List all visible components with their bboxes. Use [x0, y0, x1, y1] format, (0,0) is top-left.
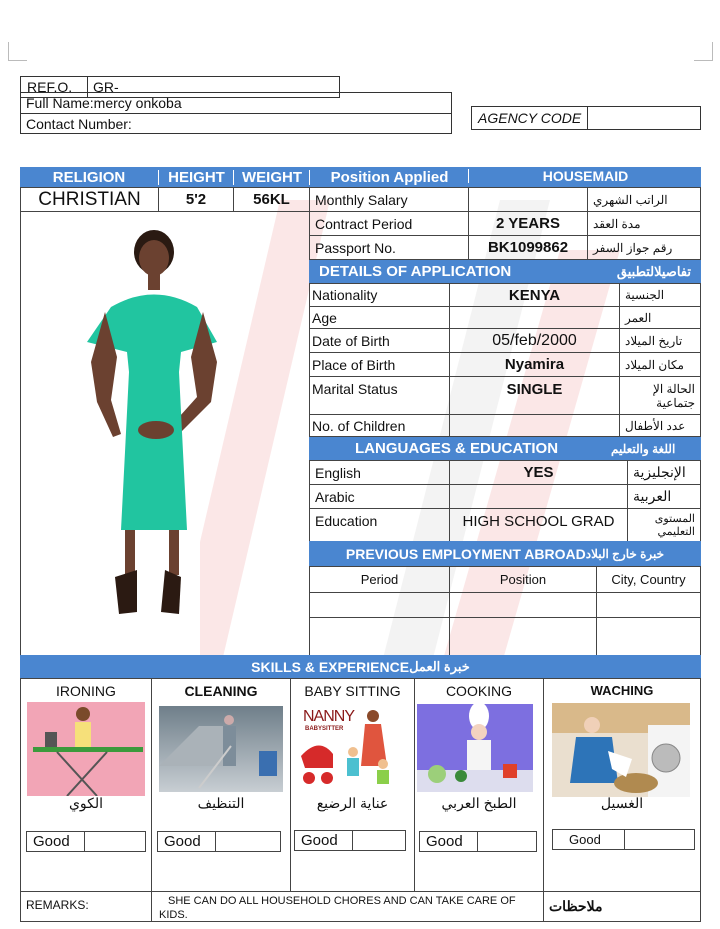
position-applied-value: HOUSEMAID [468, 169, 702, 183]
english-value: YES [449, 460, 628, 485]
languages-title-arabic: اللغة والتعليم [611, 441, 676, 456]
skill-grade-value: Good [295, 831, 353, 850]
employment-col-position: Position [449, 566, 597, 593]
place-of-birth-arabic: مكان الميلاد [619, 352, 701, 377]
skill-arabic: الكوي [68, 795, 104, 811]
photo-frame [20, 211, 310, 656]
weight-value: 56KL [233, 187, 310, 212]
remarks-text: SHE CAN DO ALL HOUSEHOLD CHORES AND CAN TAKE CARE OF KIDS. [151, 891, 544, 922]
nationality-arabic: الجنسية [619, 283, 701, 307]
skill-arabic: الطبخ العربي [441, 795, 517, 811]
education-label: Education [309, 508, 450, 542]
marital-status-label: Marital Status [309, 376, 450, 415]
monthly-salary-arabic: الراتب الشهري [587, 187, 701, 212]
height-value: 5'2 [158, 187, 234, 212]
employment-cell [309, 592, 450, 618]
cleaning-image [159, 706, 283, 792]
monthly-salary-value [468, 187, 588, 212]
children-value [449, 414, 620, 437]
dob-value: 05/feb/2000 [449, 328, 620, 353]
employment-cell [596, 617, 701, 656]
languages-header [309, 437, 701, 460]
skill-cleaning [151, 678, 291, 892]
contract-period-label: Contract Period [309, 211, 469, 236]
ironing-image [27, 702, 145, 796]
skill-grade [419, 831, 537, 852]
agency-code-label: AGENCY CODE [478, 110, 582, 126]
place-of-birth-value: Nyamira [449, 352, 620, 377]
nationality-label: Nationality [309, 283, 450, 307]
arabic-arabic: العربية [627, 484, 701, 509]
employment-header [309, 541, 701, 566]
skill-baby-sitting [290, 678, 415, 892]
nanny-logo-subtext: BABYSITTER [305, 726, 344, 732]
skills-header [20, 655, 701, 678]
marital-status-arabic: الحالة الإ جتماعية [619, 376, 701, 415]
details-header [309, 260, 701, 283]
skill-washing [543, 678, 701, 892]
religion-value: CHRISTIAN [20, 187, 159, 212]
place-of-birth-label: Place of Birth [309, 352, 450, 377]
employment-cell [309, 617, 450, 656]
skill-grade [294, 830, 406, 851]
dob-arabic: تاريخ الميلاد [619, 328, 701, 353]
age-arabic: العمر [619, 306, 701, 329]
employment-title: PREVIOUS EMPLOYMENT ABROAD [345, 545, 586, 562]
height-label: HEIGHT [158, 170, 234, 185]
weight-label: WEIGHT [233, 170, 310, 185]
nationality-value: KENYA [449, 283, 620, 307]
nanny-logo-text: NANNY [303, 708, 355, 725]
age-value [449, 306, 620, 329]
ref-value: GR- [93, 79, 119, 95]
children-label: No. of Children [309, 414, 450, 437]
employment-cell [449, 617, 597, 656]
age-label: Age [309, 306, 450, 329]
skill-arabic: التنظيف [197, 795, 245, 811]
employment-title-arabic: خبرة خارج البلاد [585, 546, 665, 561]
english-arabic: الإنجليزية [627, 460, 701, 485]
washing-image [552, 703, 690, 797]
employment-col-period: Period [309, 566, 450, 593]
dob-label: Date of Birth [309, 328, 450, 353]
english-label: English [309, 460, 450, 485]
contract-period-value: 2 YEARS [468, 211, 588, 236]
full-name: Full Name:mercy onkoba [26, 95, 182, 111]
skill-cooking [414, 678, 544, 892]
languages-title: LANGUAGES & EDUCATION [355, 440, 559, 457]
arabic-label: Arabic [309, 484, 450, 509]
skill-name: BABY SITTING [304, 683, 401, 699]
skill-name: COOKING [445, 683, 513, 699]
skill-ironing [20, 678, 152, 892]
skill-grade [552, 829, 695, 850]
employment-col-city: City, Country [596, 566, 701, 593]
position-applied-label: Position Applied [309, 170, 469, 185]
remarks-label: REMARKS: [20, 891, 152, 922]
passport-value: BK1099862 [468, 235, 588, 260]
details-title: DETAILS OF APPLICATION [319, 263, 512, 280]
skill-name: WACHING [590, 683, 654, 698]
skill-name: IRONING [56, 683, 116, 699]
skill-grade-value: Good [553, 830, 625, 849]
remarks-arabic: ملاحظات [543, 891, 701, 922]
skill-grade-value: Good [27, 832, 85, 851]
cooking-image [417, 704, 533, 792]
page-corner-mark [694, 42, 713, 61]
skill-arabic: عناية الرضيع [316, 795, 389, 811]
education-value: HIGH SCHOOL GRAD [449, 508, 628, 542]
passport-label: Passport No. [309, 235, 469, 260]
contact-number-label: Contact Number: [26, 116, 132, 132]
contract-period-arabic: مدة العقد [587, 211, 701, 236]
skill-name: CLEANING [184, 683, 258, 699]
skills-title: SKILLS & EXPERIENCE [251, 658, 410, 675]
baby-sitting-image [299, 706, 409, 796]
skill-grade [157, 831, 281, 852]
top-table-header [20, 167, 701, 187]
applicant-photo [21, 212, 309, 652]
skills-title-arabic: خبرة العمل [409, 658, 470, 674]
marital-status-value: SINGLE [449, 376, 620, 415]
passport-arabic: رقم جواز السفر [587, 235, 701, 260]
page-corner-mark [8, 42, 27, 61]
children-arabic: عدد الأطفال [619, 414, 701, 437]
arabic-value [449, 484, 628, 509]
monthly-salary-label: Monthly Salary [309, 187, 469, 212]
religion-label: RELIGION [52, 169, 126, 186]
name-contact-box [20, 92, 452, 134]
ref-label: REF.O. [27, 79, 73, 95]
employment-cell [449, 592, 597, 618]
skill-arabic: الغسيل [600, 795, 644, 811]
details-title-arabic: تفاصيلالتطبيق [616, 263, 691, 279]
skill-grade [26, 831, 146, 852]
skill-grade-value: Good [158, 832, 216, 851]
skill-grade-value: Good [420, 832, 478, 851]
education-arabic: المستوى التعليمي [627, 508, 701, 542]
agency-code-box [471, 106, 701, 130]
employment-cell [596, 592, 701, 618]
